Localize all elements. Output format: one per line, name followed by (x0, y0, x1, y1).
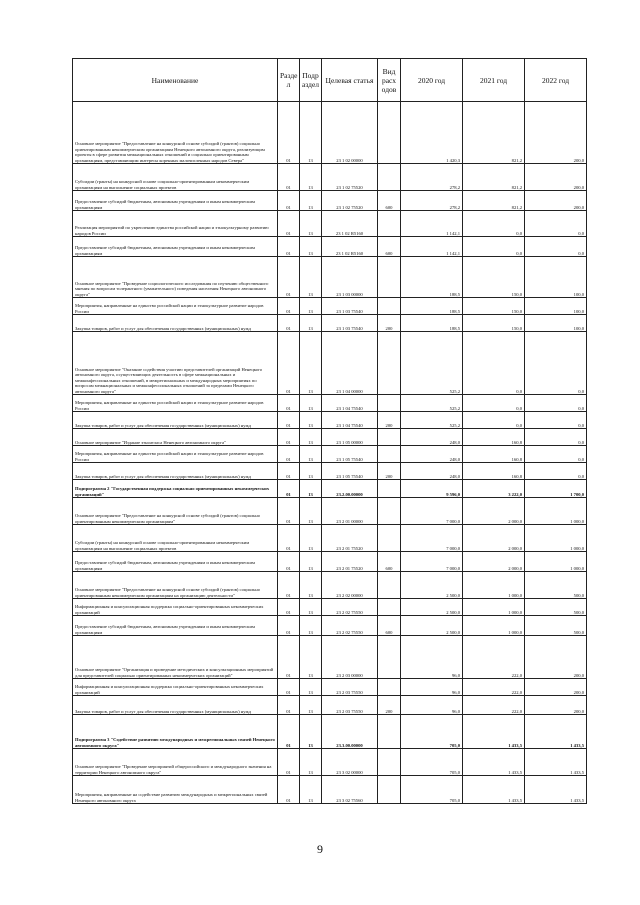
row-section: 01 (278, 164, 300, 191)
row-expense-type (378, 715, 401, 749)
row-section: 01 (278, 102, 300, 164)
row-2020: 248,0 (401, 429, 463, 446)
row-2021: 1 000,0 (463, 616, 525, 636)
header-name: Наименование (73, 59, 278, 102)
row-name: Основное мероприятие "Оказание содействия участию представителей организаций Ненецкого автономного округа, осуществляющих деятельность в сфере межнациональных и межконфессиональных отношений, в межрегиональных и международных мероприятиях по вопросам межнациональных и межконфессиональных отношений за пределами Ненецкого автономного округа" (73, 332, 278, 395)
row-2021: 150,0 (463, 315, 525, 332)
row-2021: 1 433,5 (463, 776, 525, 804)
row-expense-type (378, 572, 401, 599)
row-subsection: 13 (300, 164, 322, 191)
row-target: 23 1 02 75520 (322, 191, 378, 211)
row-subsection: 13 (300, 332, 322, 395)
row-subsection: 13 (300, 211, 322, 237)
row-section: 01 (278, 332, 300, 395)
row-2020: 525,2 (401, 332, 463, 395)
row-target: 23.2.00.00000 (322, 480, 378, 498)
budget-table-page (72, 58, 586, 804)
row-2020: 96,0 (401, 636, 463, 679)
row-2022: 500,0 (525, 616, 587, 636)
row-name: Основное мероприятие "Проведение мероприятий общероссийского и международного значения на территории Ненецкого автономного округа" (73, 749, 278, 776)
row-section: 01 (278, 480, 300, 498)
row-subsection: 13 (300, 749, 322, 776)
row-2022: 200,0 (525, 679, 587, 696)
row-expense-type: 200 (378, 315, 401, 332)
row-2021: 222,0 (463, 696, 525, 715)
row-target: 23 1 03 75540 (322, 298, 378, 315)
row-section: 01 (278, 412, 300, 429)
row-2020: 7 000,0 (401, 498, 463, 525)
row-section: 01 (278, 237, 300, 257)
page-number: 9 (317, 842, 323, 856)
row-expense-type: 600 (378, 616, 401, 636)
row-2022: 1 433,5 (525, 776, 587, 804)
row-subsection: 13 (300, 696, 322, 715)
row-expense-type (378, 102, 401, 164)
row-section: 01 (278, 679, 300, 696)
row-2021: 0,0 (463, 332, 525, 395)
row-target: 23 1 02 75520 (322, 164, 378, 191)
row-section: 01 (278, 749, 300, 776)
row-2020: 705,0 (401, 776, 463, 804)
row-2020: 705,0 (401, 749, 463, 776)
row-expense-type (378, 298, 401, 315)
row-name: Мероприятия, направленные на единство российской нации и этнокультурное развитие народов России (73, 298, 278, 315)
table-row (73, 257, 587, 298)
row-section: 01 (278, 636, 300, 679)
table-row (73, 332, 587, 395)
row-target: 23 1 05 00000 (322, 429, 378, 446)
row-expense-type (378, 480, 401, 498)
row-2021: 1 433,5 (463, 715, 525, 749)
row-2021: 150,0 (463, 298, 525, 315)
table-row (73, 191, 587, 211)
row-2020: 188,5 (401, 298, 463, 315)
table-row (73, 102, 587, 164)
row-target: 23 1 03 00000 (322, 257, 378, 298)
table-row (73, 715, 587, 749)
row-name: Предоставление субсидий бюджетным, автономным учреждениям и иным некоммерческим организациям (73, 191, 278, 211)
row-name: Мероприятия, направленные на единство российской нации и этнокультурное развитие народов России (73, 446, 278, 463)
row-section: 01 (278, 463, 300, 480)
row-2020: 96,0 (401, 696, 463, 715)
row-target: 23.3.00.00000 (322, 715, 378, 749)
row-section: 01 (278, 257, 300, 298)
row-2020: 525,2 (401, 395, 463, 412)
row-section: 01 (278, 429, 300, 446)
row-expense-type: 600 (378, 191, 401, 211)
row-2022: 500,0 (525, 572, 587, 599)
row-subsection: 13 (300, 679, 322, 696)
row-2021: 150,0 (463, 257, 525, 298)
row-name: Субсидии (гранты) на конкурсной основе социально-ориентированным некоммерческим организациям на выполнение социальных проектов (73, 164, 278, 191)
row-subsection: 13 (300, 525, 322, 552)
row-2020: 1 142,1 (401, 237, 463, 257)
row-target: 23 2 03 75550 (322, 696, 378, 715)
row-expense-type (378, 446, 401, 463)
row-2022: 0,0 (525, 211, 587, 237)
row-target: 23 1 05 75540 (322, 446, 378, 463)
row-section: 01 (278, 315, 300, 332)
table-row (73, 498, 587, 525)
row-2022: 100,0 (525, 298, 587, 315)
header-target: Целевая статья (322, 59, 378, 102)
row-2020: 96,0 (401, 679, 463, 696)
row-subsection: 13 (300, 776, 322, 804)
table-row (73, 696, 587, 715)
row-section: 01 (278, 191, 300, 211)
table-row (73, 749, 587, 776)
row-2020: 1 420,3 (401, 102, 463, 164)
table-body (73, 102, 587, 804)
row-2021: 821,2 (463, 191, 525, 211)
row-2022: 0,0 (525, 463, 587, 480)
row-2020: 248,0 (401, 446, 463, 463)
row-2020: 248,0 (401, 463, 463, 480)
row-2021: 160,8 (463, 429, 525, 446)
row-2020: 278,2 (401, 164, 463, 191)
row-2022: 0,0 (525, 446, 587, 463)
row-2021: 2 000,0 (463, 552, 525, 572)
row-2022: 200,0 (525, 636, 587, 679)
row-expense-type (378, 257, 401, 298)
row-2022: 500,0 (525, 599, 587, 616)
row-2020: 7 000,0 (401, 525, 463, 552)
row-2022: 100,0 (525, 315, 587, 332)
row-expense-type (378, 776, 401, 804)
table-row (73, 446, 587, 463)
row-2021: 1 000,0 (463, 572, 525, 599)
row-target: 23 2 02 75550 (322, 599, 378, 616)
row-2021: 2 000,0 (463, 525, 525, 552)
row-2022: 0,0 (525, 332, 587, 395)
row-section: 01 (278, 552, 300, 572)
row-target: 23 2 02 00000 (322, 572, 378, 599)
row-2022: 0,0 (525, 429, 587, 446)
table-header-row (73, 59, 587, 102)
row-2020: 1 142,1 (401, 211, 463, 237)
row-name: Предоставление субсидий бюджетным, автономным учреждениям и иным некоммерческим организациям (73, 552, 278, 572)
row-2020: 2 500,0 (401, 572, 463, 599)
row-2022: 1 000,0 (525, 498, 587, 525)
row-name: Основное мероприятие "Организация и проведение методических и консультационных мероприятий для представителей социально ориентированных некоммерческих организаций" (73, 636, 278, 679)
row-expense-type (378, 525, 401, 552)
row-expense-type (378, 636, 401, 679)
row-target: 23 2 03 00000 (322, 636, 378, 679)
table-row (73, 480, 587, 498)
row-2022: 100,0 (525, 257, 587, 298)
row-expense-type (378, 395, 401, 412)
row-2022: 200,0 (525, 696, 587, 715)
row-target: 23 3 02 75560 (322, 776, 378, 804)
row-subsection: 13 (300, 191, 322, 211)
table-row (73, 599, 587, 616)
row-section: 01 (278, 572, 300, 599)
row-target: 23 1 04 75540 (322, 395, 378, 412)
row-target: 23 2 03 75550 (322, 679, 378, 696)
row-subsection: 13 (300, 616, 322, 636)
table-row (73, 412, 587, 429)
row-expense-type (378, 498, 401, 525)
row-target: 23 1 05 75540 (322, 463, 378, 480)
row-2021: 1 000,0 (463, 599, 525, 616)
row-target: 23 2 01 75520 (322, 552, 378, 572)
row-2021: 821,2 (463, 102, 525, 164)
table-row (73, 298, 587, 315)
table-row (73, 395, 587, 412)
row-2021: 160,8 (463, 463, 525, 480)
row-name: Мероприятия, направленные на единство российской нации и этнокультурное развитие народов России (73, 395, 278, 412)
row-2021: 0,0 (463, 395, 525, 412)
row-section: 01 (278, 498, 300, 525)
row-2022: 200,0 (525, 191, 587, 211)
row-subsection: 13 (300, 102, 322, 164)
row-name: Субсидии (гранты) на конкурсной основе социально-ориентированным некоммерческим организациям на выполнение социальных проектов (73, 525, 278, 552)
row-2021: 0,0 (463, 211, 525, 237)
row-expense-type (378, 429, 401, 446)
row-name: Основное мероприятие "Предоставление на конкурсной основе субсидий (грантов) социально ориентированным некоммерческим организациям на организацию деятельности" (73, 572, 278, 599)
header-expense-type: Вид расх одов (378, 59, 401, 102)
row-2021: 1 433,5 (463, 749, 525, 776)
row-name: Закупка товаров, работ и услуг для обеспечения государственных (муниципальных) нужд (73, 412, 278, 429)
row-2020: 2 500,0 (401, 616, 463, 636)
row-2020: 188,5 (401, 257, 463, 298)
row-name: Предоставление субсидий бюджетным, автономным учреждениям и иным некоммерческим организациям (73, 616, 278, 636)
row-2020: 525,2 (401, 412, 463, 429)
row-expense-type (378, 332, 401, 395)
header-2020: 2020 год (401, 59, 463, 102)
table-row (73, 552, 587, 572)
row-section: 01 (278, 525, 300, 552)
row-2020: 705,0 (401, 715, 463, 749)
row-section: 01 (278, 395, 300, 412)
row-subsection: 13 (300, 715, 322, 749)
table-row (73, 776, 587, 804)
row-expense-type (378, 599, 401, 616)
row-2021: 222,0 (463, 679, 525, 696)
row-name: Закупка товаров, работ и услуг для обеспечения государственных (муниципальных) нужд (73, 315, 278, 332)
table-row (73, 525, 587, 552)
row-2021: 0,0 (463, 412, 525, 429)
row-2020: 7 000,0 (401, 552, 463, 572)
row-2021: 3 222,0 (463, 480, 525, 498)
row-section: 01 (278, 776, 300, 804)
row-expense-type: 600 (378, 237, 401, 257)
row-section: 01 (278, 446, 300, 463)
table-row (73, 572, 587, 599)
row-name: Информационная и консультационная поддержка социально-ориентированных некоммерческих организаций (73, 599, 278, 616)
row-expense-type: 200 (378, 412, 401, 429)
row-name: Основное мероприятие "Предоставление на конкурсной основе субсидий (грантов) социально ориентированным некоммерческим организациям Ненецкого автономного округа, реализующим проекты в сфере развития межнациональных отношений и социально ориентированным организациям, представляющим интересы коренных малочисленных народов Севера" (73, 102, 278, 164)
row-name: Реализация мероприятий по укреплению единства российской нации и этнокультурному развитию народов России (73, 211, 278, 237)
table-row (73, 211, 587, 237)
row-subsection: 13 (300, 552, 322, 572)
row-2020: 9 596,0 (401, 480, 463, 498)
row-2022: 0,0 (525, 237, 587, 257)
table-row (73, 616, 587, 636)
row-expense-type: 600 (378, 552, 401, 572)
row-subsection: 13 (300, 498, 322, 525)
row-expense-type: 200 (378, 463, 401, 480)
row-2021: 2 000,0 (463, 498, 525, 525)
row-target: 23 2 01 75520 (322, 525, 378, 552)
row-subsection: 13 (300, 315, 322, 332)
header-section: Разде л (278, 59, 300, 102)
row-name: Информационная и консультационная поддержка социально-ориентированных некоммерческих организаций (73, 679, 278, 696)
row-target: 23 3 02 00000 (322, 749, 378, 776)
row-name: Подпрограмма 2 "Государственная поддержка социально ориентированных некоммерческих организаций" (73, 480, 278, 498)
row-subsection: 13 (300, 237, 322, 257)
row-target: 23 1 04 00000 (322, 332, 378, 395)
row-2021: 160,8 (463, 446, 525, 463)
table-row (73, 164, 587, 191)
row-2022: 1 700,0 (525, 480, 587, 498)
row-2021: 821,2 (463, 164, 525, 191)
row-subsection: 13 (300, 298, 322, 315)
table-row (73, 679, 587, 696)
row-expense-type (378, 211, 401, 237)
row-name: Основное мероприятие "Предоставление на конкурсной основе субсидий (грантов) социально ориентированным некоммерческим организациям" (73, 498, 278, 525)
row-2022: 1 000,0 (525, 525, 587, 552)
row-name: Закупка товаров, работ и услуг для обеспечения государственных (муниципальных) нужд (73, 696, 278, 715)
row-name: Закупка товаров, работ и услуг для обеспечения государственных (муниципальных) нужд (73, 463, 278, 480)
table-row (73, 237, 587, 257)
row-name: Предоставление субсидий бюджетным, автономным учреждениям и иным некоммерческим организациям (73, 237, 278, 257)
row-target: 23 1 03 75540 (322, 315, 378, 332)
row-2022: 1 433,5 (525, 715, 587, 749)
row-2022: 0,0 (525, 395, 587, 412)
row-section: 01 (278, 211, 300, 237)
row-target: 23 1 02 00000 (322, 102, 378, 164)
row-2021: 0,0 (463, 237, 525, 257)
budget-table (72, 58, 587, 804)
row-subsection: 13 (300, 599, 322, 616)
row-subsection: 13 (300, 572, 322, 599)
row-subsection: 13 (300, 636, 322, 679)
row-2022: 200,0 (525, 102, 587, 164)
row-2020: 278,2 (401, 191, 463, 211)
row-subsection: 13 (300, 463, 322, 480)
row-name: Основное мероприятие "Проведение социологического исследования по изучению общественного мнения по вопросам толерантного (уважительного) поведения населения Ненецкого автономного округа" (73, 257, 278, 298)
row-2021: 222,0 (463, 636, 525, 679)
row-2022: 200,0 (525, 164, 587, 191)
row-name: Подпрограмма 3 "Содействие развитию международных и межрегиональных связей Ненецкого автономного округа" (73, 715, 278, 749)
row-subsection: 13 (300, 412, 322, 429)
row-expense-type (378, 749, 401, 776)
row-2020: 2 500,0 (401, 599, 463, 616)
row-expense-type (378, 164, 401, 191)
table-row (73, 315, 587, 332)
row-2022: 1 433,5 (525, 749, 587, 776)
row-2022: 1 000,0 (525, 552, 587, 572)
row-section: 01 (278, 616, 300, 636)
row-target: 23 2 02 75550 (322, 616, 378, 636)
row-target: 23 1 02 R5160 (322, 237, 378, 257)
table-row (73, 463, 587, 480)
row-target: 23 1 02 R5160 (322, 211, 378, 237)
row-2022: 0,0 (525, 412, 587, 429)
row-section: 01 (278, 715, 300, 749)
row-expense-type: 200 (378, 696, 401, 715)
header-2022: 2022 год (525, 59, 587, 102)
row-subsection: 13 (300, 395, 322, 412)
row-subsection: 13 (300, 446, 322, 463)
row-expense-type (378, 679, 401, 696)
row-subsection: 13 (300, 480, 322, 498)
header-subsection: Подр аздел (300, 59, 322, 102)
row-name: Мероприятия, направленные на содействие развитию международных и межрегиональных связей Ненецкого автономного округа (73, 776, 278, 804)
row-subsection: 13 (300, 257, 322, 298)
row-section: 01 (278, 298, 300, 315)
row-section: 01 (278, 696, 300, 715)
row-2020: 188,5 (401, 315, 463, 332)
row-target: 23 2 01 00000 (322, 498, 378, 525)
row-subsection: 13 (300, 429, 322, 446)
row-target: 23 1 04 75540 (322, 412, 378, 429)
row-name: Основное мероприятие "Издание этноатласа Ненецкого автономного округа" (73, 429, 278, 446)
table-row (73, 636, 587, 679)
table-row (73, 429, 587, 446)
header-2021: 2021 год (463, 59, 525, 102)
row-section: 01 (278, 599, 300, 616)
